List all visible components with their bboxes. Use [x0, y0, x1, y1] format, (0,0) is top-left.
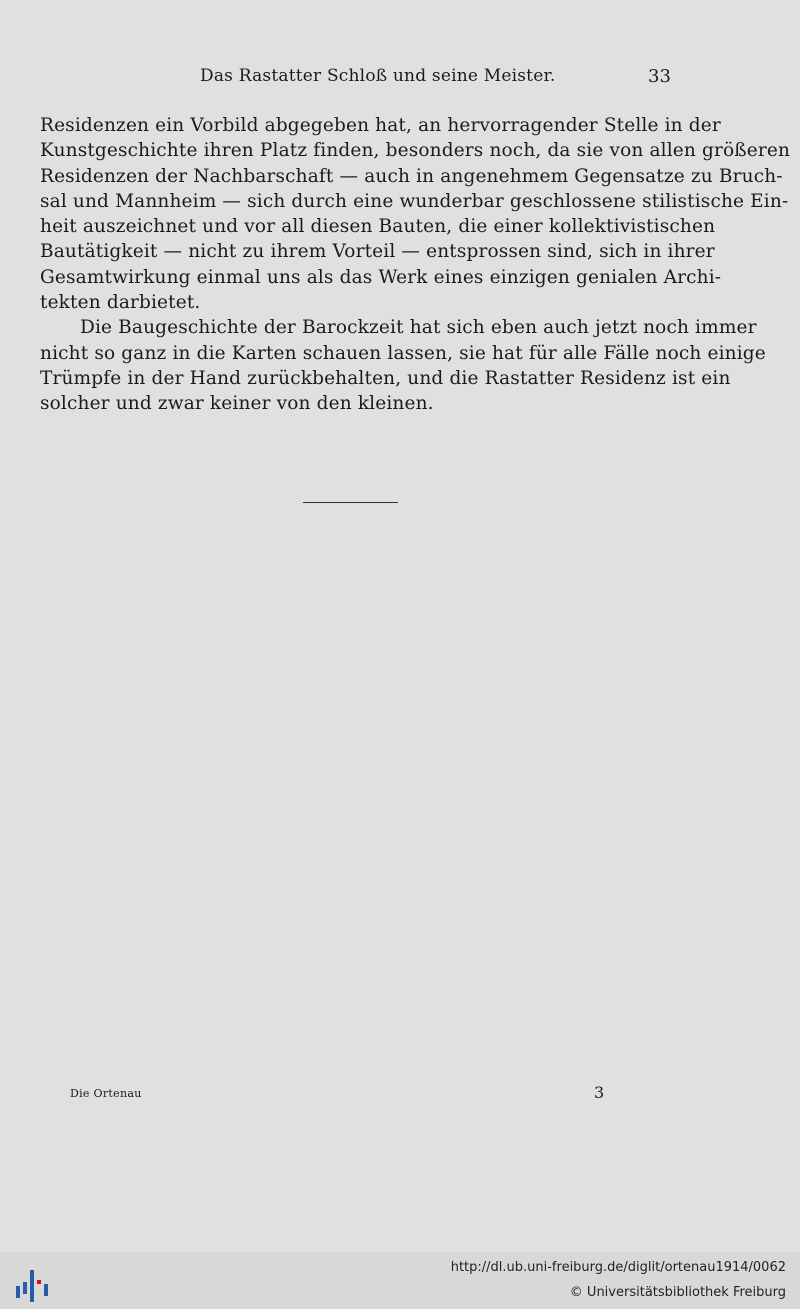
printer-signature: Die Ortenau	[70, 1087, 142, 1100]
text-line: Residenzen der Nachbarschaft — auch in angenehmem Gegensatze zu Bruch-	[40, 165, 783, 187]
page-number: 33	[648, 66, 671, 87]
sheet-number: 3	[594, 1083, 605, 1102]
source-bar	[0, 1252, 800, 1309]
section-divider	[303, 502, 398, 503]
text-line: Gesamtwirkung einmal uns als das Werk eines einzigen genialen Archi-	[40, 266, 722, 288]
text-line: Bautätigkeit — nicht zu ihrem Vorteil — entsprossen sind, sich in ihrer	[40, 241, 715, 263]
text-line: sal und Mannheim — sich durch eine wunderbar geschlossene stilistische Ein-	[40, 190, 789, 212]
text-line: nicht so ganz in die Karten schauen lassen, sie hat für alle Fälle noch einige	[40, 342, 766, 364]
body-text	[40, 113, 791, 417]
source-url-link[interactable]: http://dl.ub.uni-freiburg.de/diglit/ortenau1914/0062	[450, 1260, 786, 1275]
copyright-notice: © Universitätsbibliothek Freiburg	[569, 1285, 786, 1300]
text-line: tekten darbietet.	[40, 292, 201, 314]
text-line: heit auszeichnet und vor all diesen Bauten, die einer kollektivistischen	[40, 216, 716, 238]
ub-freiburg-logo-icon	[10, 1262, 50, 1302]
text-line: Kunstgeschichte ihren Platz finden, besonders noch, da sie von allen größeren	[40, 140, 791, 162]
running-title: Das Rastatter Schloß und seine Meister.	[200, 66, 556, 86]
text-line: Die Baugeschichte der Barockzeit hat sich eben auch jetzt noch immer	[80, 317, 757, 339]
text-line: Residenzen ein Vorbild abgegeben hat, an hervorragender Stelle in der	[40, 115, 721, 136]
text-line: solcher und zwar keiner von den kleinen.	[40, 393, 434, 415]
text-line: Trümpfe in der Hand zurückbehalten, und die Rastatter Residenz ist ein	[40, 367, 731, 389]
